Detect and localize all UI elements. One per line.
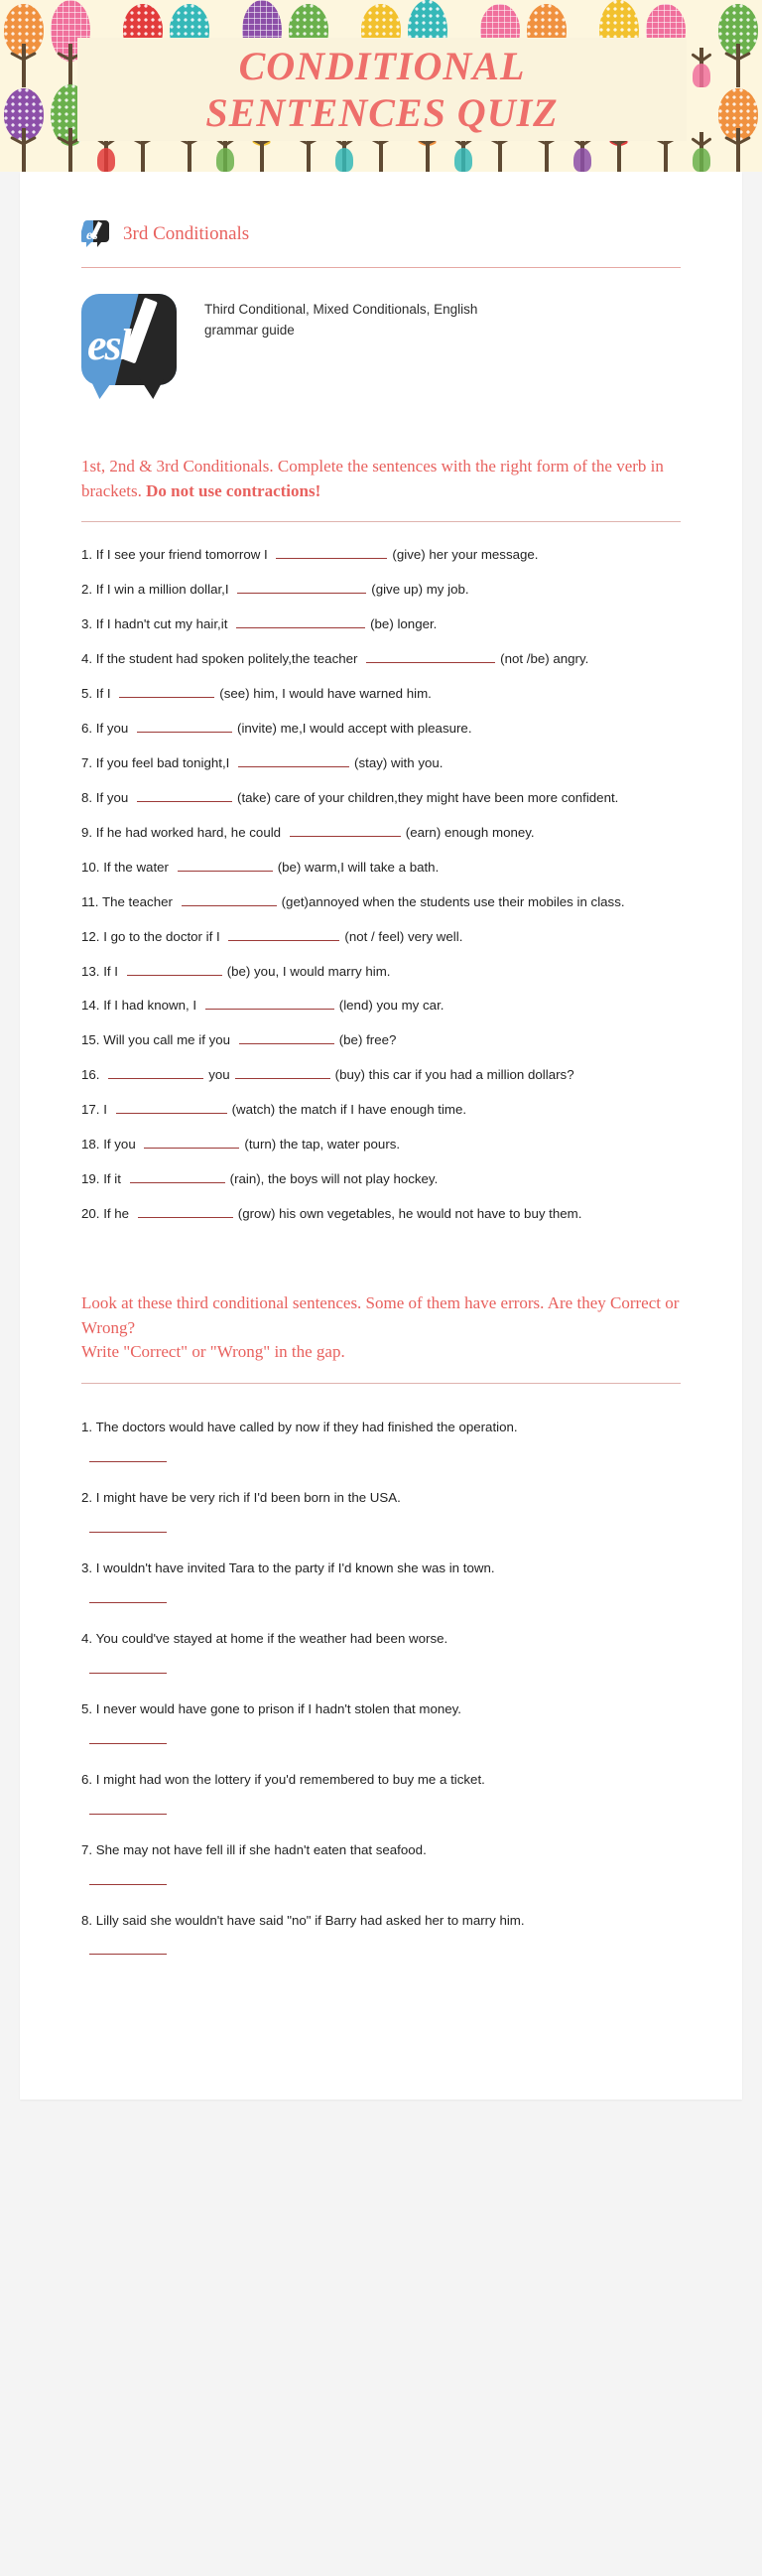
section-2-question: [81, 1418, 681, 1437]
question-text-before-blank: If you: [92, 720, 129, 736]
answer-blank[interactable]: [239, 1029, 334, 1044]
section-1-question: [81, 613, 681, 634]
question-text-after-blank: (give) her your message.: [392, 547, 539, 563]
answer-blank[interactable]: [89, 1884, 167, 1885]
question-number: 3.: [81, 616, 93, 632]
section-1-heading: [81, 401, 681, 503]
answer-blank[interactable]: [138, 1203, 233, 1218]
question-number: 9.: [81, 824, 93, 840]
answer-blank[interactable]: [89, 1602, 167, 1603]
question-text-before-blank: If I win a million dollar,I: [92, 582, 229, 598]
question-number: 10.: [81, 859, 100, 875]
answer-blank[interactable]: [130, 1168, 225, 1183]
answer-blank[interactable]: [205, 995, 334, 1010]
header-banner: [0, 0, 762, 172]
answer-blank[interactable]: [89, 1954, 167, 1955]
question-number: 7.: [81, 1841, 93, 1857]
decorative-sprout-icon: [689, 0, 714, 87]
question-number: 5.: [81, 1700, 93, 1716]
question-text-after-blank: (get)annoyed when the students use their mobiles in class.: [281, 893, 625, 909]
question-number: 7.: [81, 754, 93, 770]
section-1-question: [81, 857, 681, 878]
answer-blank[interactable]: [108, 1064, 203, 1079]
section-1-question: [81, 1064, 681, 1085]
section-1-question: [81, 579, 681, 600]
answer-blank[interactable]: [89, 1532, 167, 1533]
section-1-heading-normal: 1st, 2nd & 3rd Conditionals. Complete the sentences with the right form of the verb in brackets.: [81, 457, 664, 500]
question-text-before-blank: If it: [99, 1171, 121, 1187]
document-title-row: [81, 172, 681, 249]
question-text-after-blank: (be) free?: [338, 1032, 397, 1048]
question-text-before-blank: If I had known, I: [99, 998, 197, 1014]
answer-blank[interactable]: [235, 1064, 330, 1079]
question-text-after-blank: (invite) me,I would accept with pleasure.: [237, 720, 472, 736]
question-number: 11.: [81, 893, 99, 909]
section-1-question: [81, 1203, 681, 1224]
section-1-question: [81, 718, 681, 739]
answer-blank[interactable]: [228, 926, 339, 941]
answer-blank[interactable]: [137, 787, 232, 802]
answer-blank[interactable]: [236, 613, 365, 628]
section-1-question: [81, 961, 681, 982]
question-text-after-blank: (not / feel) very well.: [344, 928, 463, 944]
section-2-question: [81, 1699, 681, 1719]
question-number: 2.: [81, 1489, 93, 1505]
question-text-after-blank: (be) warm,I will take a bath.: [277, 859, 440, 875]
question-number: 5.: [81, 686, 93, 702]
question-text-after-blank: (buy) this car if you had a million dollars?: [334, 1067, 574, 1083]
decorative-sprout-icon: [689, 84, 714, 172]
question-text-after-blank: (not /be) angry.: [500, 651, 589, 667]
question-text-after-blank: (grow) his own vegetables, he would not have to buy them.: [237, 1206, 582, 1222]
question-text-before-blank: If he had worked hard, he could: [92, 824, 282, 840]
question-text-before-blank: I go to the doctor if I: [99, 928, 220, 944]
section-1-question: [81, 752, 681, 773]
answer-blank[interactable]: [127, 961, 222, 976]
question-text-before-blank: If I hadn't cut my hair,it: [92, 616, 228, 632]
question-text-before-blank: If he: [99, 1206, 130, 1222]
question-text-before-blank: If you: [99, 1137, 136, 1152]
section-1-question: [81, 891, 681, 912]
section-1-question-list: [81, 522, 681, 1224]
answer-blank[interactable]: [182, 891, 277, 906]
question-text-before-blank: If you: [92, 789, 129, 805]
question-text-after-blank: (rain), the boys will not play hockey.: [229, 1171, 439, 1187]
answer-blank[interactable]: [178, 857, 273, 872]
answer-blank[interactable]: [366, 648, 495, 663]
question-text: The doctors would have called by now if they had finished the operation.: [95, 1419, 518, 1434]
section-2-question: [81, 1559, 681, 1578]
question-number: 8.: [81, 1912, 93, 1928]
document-description: Third Conditional, Mixed Conditionals, English grammar guide: [204, 302, 478, 338]
question-text-after-blank: (stay) with you.: [354, 754, 444, 770]
question-text: Lilly said she wouldn't have said "no" if Barry had asked her to marry him.: [95, 1912, 525, 1928]
question-number: 3.: [81, 1559, 93, 1575]
description-row: [81, 268, 681, 401]
question-number: 20.: [81, 1206, 100, 1222]
section-2-question: [81, 1488, 681, 1508]
question-number: 13.: [81, 963, 100, 979]
section-1-heading-bold: Do not use contractions!: [146, 480, 321, 500]
question-number: 6.: [81, 1771, 93, 1787]
question-number: 18.: [81, 1137, 100, 1152]
question-text-before-blank: If the water: [99, 859, 169, 875]
question-text: I might had won the lottery if you'd remembered to buy me a ticket.: [95, 1771, 485, 1787]
section-1-question: [81, 544, 681, 565]
question-number: 12.: [81, 928, 100, 944]
answer-blank[interactable]: [89, 1814, 167, 1815]
question-text-middle: you: [208, 1067, 230, 1083]
section-2-heading-line-2: Write "Correct" or "Wrong" in the gap.: [81, 1342, 345, 1362]
question-number: 1.: [81, 547, 93, 563]
question-text: I wouldn't have invited Tara to the party if I'd known she was in town.: [95, 1559, 495, 1575]
question-text-before-blank: If you feel bad tonight,I: [92, 754, 230, 770]
question-number: 1.: [81, 1419, 93, 1434]
section-1-question: [81, 822, 681, 843]
question-text-before-blank: I: [99, 1102, 107, 1118]
question-number: 16.: [81, 1067, 100, 1083]
question-text-after-blank: (see) him, I would have warned him.: [219, 686, 432, 702]
logo-blue-tail: [89, 377, 115, 399]
decorative-tree-icon: [714, 84, 761, 172]
logo-wordmark: esl: [87, 321, 130, 369]
question-number: 15.: [81, 1032, 100, 1048]
question-number: 4.: [81, 1630, 93, 1646]
question-text-before-blank: If the student had spoken politely,the teacher: [92, 651, 358, 667]
question-text-before-blank: If I see your friend tomorrow I: [92, 547, 268, 563]
question-number: 19.: [81, 1171, 100, 1187]
section-2-question: [81, 1911, 681, 1931]
question-text-after-blank: (take) care of your children,they might have been more confident.: [237, 789, 619, 805]
answer-blank[interactable]: [290, 822, 401, 837]
question-text-after-blank: (lend) you my car.: [338, 998, 444, 1014]
question-number: 6.: [81, 720, 93, 736]
answer-blank[interactable]: [238, 752, 349, 767]
section-2-question-list: [81, 1384, 681, 1956]
section-2-heading: [81, 1238, 681, 1365]
answer-blank[interactable]: [137, 718, 232, 733]
question-number: 8.: [81, 789, 93, 805]
question-text-before-blank: The teacher: [98, 893, 173, 909]
section-2-question: [81, 1770, 681, 1790]
answer-blank[interactable]: [89, 1743, 167, 1744]
svg-text:es: es: [86, 228, 98, 243]
question-text-before-blank: Will you call me if you: [99, 1032, 231, 1048]
page-title: 3rd Conditionals: [123, 222, 250, 244]
decorative-tree-icon: [714, 0, 761, 87]
question-text-after-blank: (be) you, I would marry him.: [226, 963, 391, 979]
banner-title-plate: [77, 38, 687, 141]
section-1-question: [81, 787, 681, 808]
answer-blank[interactable]: [119, 683, 214, 698]
question-text: She may not have fell ill if she hadn't eaten that seafood.: [95, 1841, 427, 1857]
section-1-question: [81, 1029, 681, 1050]
section-2-question: [81, 1840, 681, 1860]
answer-blank[interactable]: [237, 579, 366, 594]
question-number: 4.: [81, 651, 93, 667]
question-text-after-blank: (give up) my job.: [371, 582, 469, 598]
question-text: I might have be very rich if I'd been born in the USA.: [95, 1489, 401, 1505]
section-1-question: [81, 683, 681, 704]
section-1-question: [81, 1134, 681, 1154]
section-2-question: [81, 1629, 681, 1649]
question-number: 17.: [81, 1102, 100, 1118]
question-text-after-blank: (watch) the match if I have enough time.: [231, 1102, 467, 1118]
question-text-after-blank: (be) longer.: [370, 616, 438, 632]
question-text: You could've stayed at home if the weather had been worse.: [95, 1630, 448, 1646]
section-2-heading-line-1: Look at these third conditional sentences. Some of them have errors. Are they Correct or Wrong?: [81, 1293, 680, 1337]
banner-title-line-2: SENTENCES QUIZ: [205, 90, 559, 135]
answer-blank[interactable]: [144, 1134, 239, 1149]
question-number: 2.: [81, 582, 93, 598]
esl-speech-bubble-icon: [81, 219, 111, 249]
question-text-after-blank: (earn) enough money.: [405, 824, 535, 840]
question-text-before-blank: If I: [92, 686, 111, 702]
question-text: I never would have gone to prison if I hadn't stolen that money.: [95, 1700, 461, 1716]
section-1-question: [81, 1168, 681, 1189]
question-text-before-blank: If I: [99, 963, 118, 979]
banner-title-line-1: CONDITIONAL: [238, 43, 526, 88]
section-1-question: [81, 1099, 681, 1120]
answer-blank[interactable]: [116, 1099, 227, 1114]
section-1-question: [81, 995, 681, 1016]
question-text-after-blank: (turn) the tap, water pours.: [244, 1137, 401, 1152]
logo-dark-tail: [139, 377, 165, 399]
content-card: [20, 172, 742, 2100]
answer-blank[interactable]: [89, 1461, 167, 1462]
decorative-tree-icon: [0, 84, 47, 172]
decorative-tree-icon: [0, 0, 47, 87]
section-1-question: [81, 648, 681, 669]
section-1-question: [81, 926, 681, 947]
esl-logo: [81, 294, 181, 401]
answer-blank[interactable]: [89, 1673, 167, 1674]
question-number: 14.: [81, 998, 100, 1014]
answer-blank[interactable]: [276, 544, 387, 559]
